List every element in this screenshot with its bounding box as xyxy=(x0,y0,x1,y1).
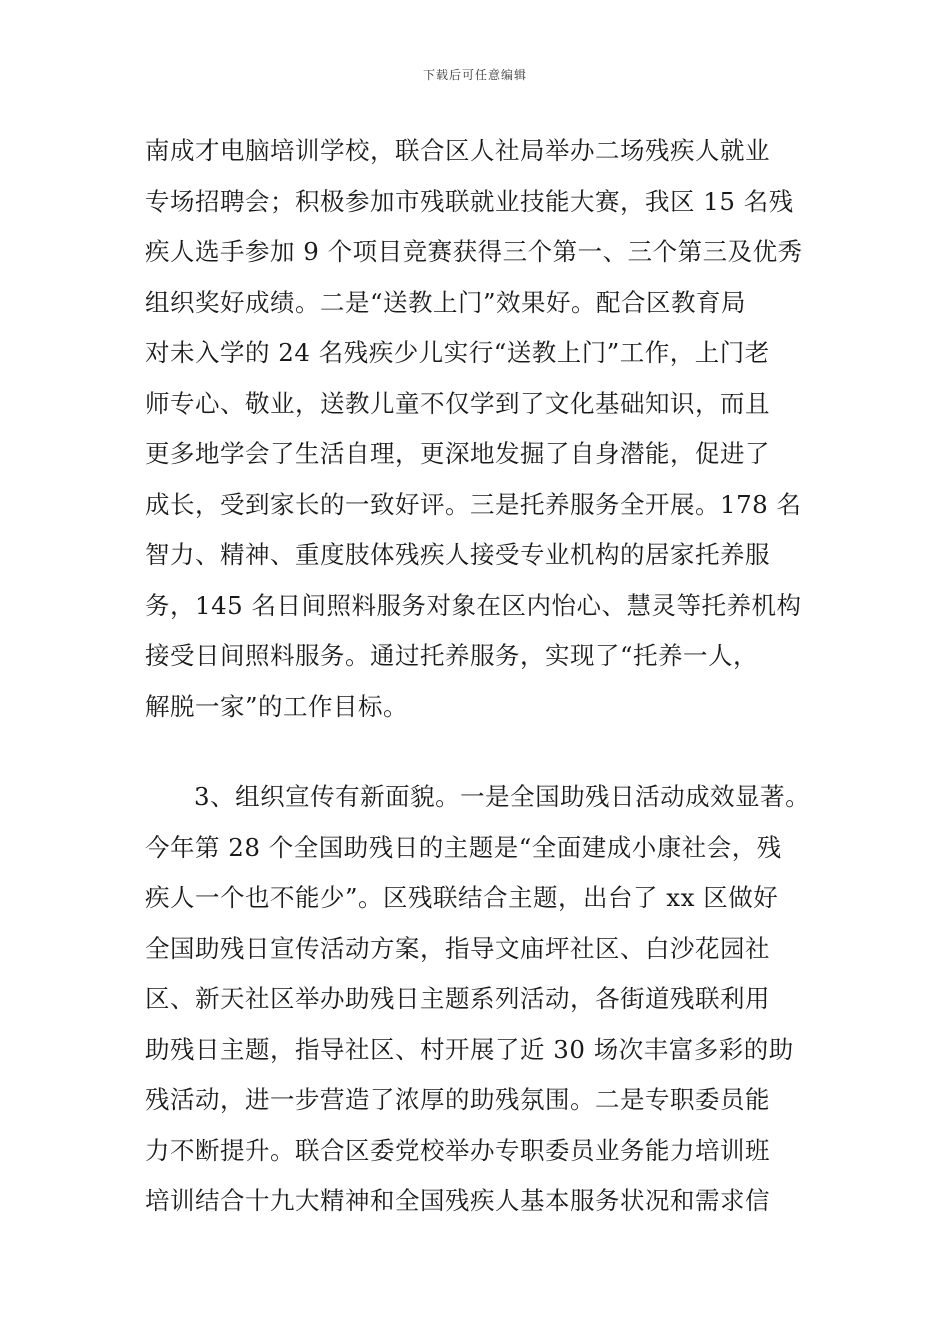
text-line: 培训结合十九大精神和全国残疾人基本服务状况和需求信 xyxy=(145,1186,770,1215)
text-line: 全国助残日宣传活动方案，指导文庙坪社区、白沙花园社 xyxy=(145,933,770,963)
text-line: 疾人一个也不能少”。区残联结合主题，出台了 xx 区做好 xyxy=(145,883,779,912)
text-line: 助残日主题，指导社区、村开展了近 30 场次丰富多彩的助 xyxy=(145,1034,794,1064)
text-line: 区、新天社区举办助残日主题系列活动，各街道残联利用 xyxy=(145,984,770,1013)
document-body xyxy=(145,128,815,1229)
text-line: 残活动，进一步营造了浓厚的助残氛围。二是专职委员能 xyxy=(145,1085,770,1114)
text-line: 接受日间照料服务。通过托养服务，实现了“托养一人， xyxy=(145,641,759,670)
text-line: 组织奖好成绩。二是“送教上门”效果好。配合区教育局 xyxy=(145,287,747,317)
text-line: 更多地学会了生活自理，更深地发掘了自身潜能，促进了 xyxy=(145,439,770,468)
text-line: 疾人选手参加 9 个项目竞赛获得三个第一、三个第三及优秀 xyxy=(145,237,803,266)
text-line: 今年第 28 个全国助残日的主题是“全面建成小康社会，残 xyxy=(145,832,782,862)
text-line: 解脱一家”的工作目标。 xyxy=(145,691,409,721)
text-line: 力不断提升。联合区委党校举办专职委员业务能力培训班 xyxy=(145,1135,770,1165)
text-line: 智力、精神、重度肢体残疾人接受专业机构的居家托养服 xyxy=(145,540,770,569)
page-header: 下载后可任意编辑 xyxy=(422,68,527,82)
text-line: 师专心、敬业，送教儿童不仅学到了文化基础知识，而且 xyxy=(145,388,770,418)
text-line: 南成才电脑培训学校，联合区人社局举办二场残疾人就业 xyxy=(145,136,770,165)
paragraph-2 xyxy=(145,774,815,1229)
text-line: 专场招聘会；积极参加市残联就业技能大赛，我区 15 名残 xyxy=(145,186,794,216)
paragraph-spacer xyxy=(145,734,815,774)
text-line: 对未入学的 24 名残疾少儿实行“送教上门”工作，上门老 xyxy=(145,338,770,367)
text-line: 成长，受到家长的一致好评。三是托养服务全开展。178 名 xyxy=(145,489,802,519)
paragraph-1 xyxy=(145,128,815,734)
text-line: 务，145 名日间照料服务对象在区内怡心、慧灵等托养机构 xyxy=(145,590,802,620)
text-line: 3、组织宣传有新面貌。一是全国助残日活动成效显著。 xyxy=(194,782,811,811)
